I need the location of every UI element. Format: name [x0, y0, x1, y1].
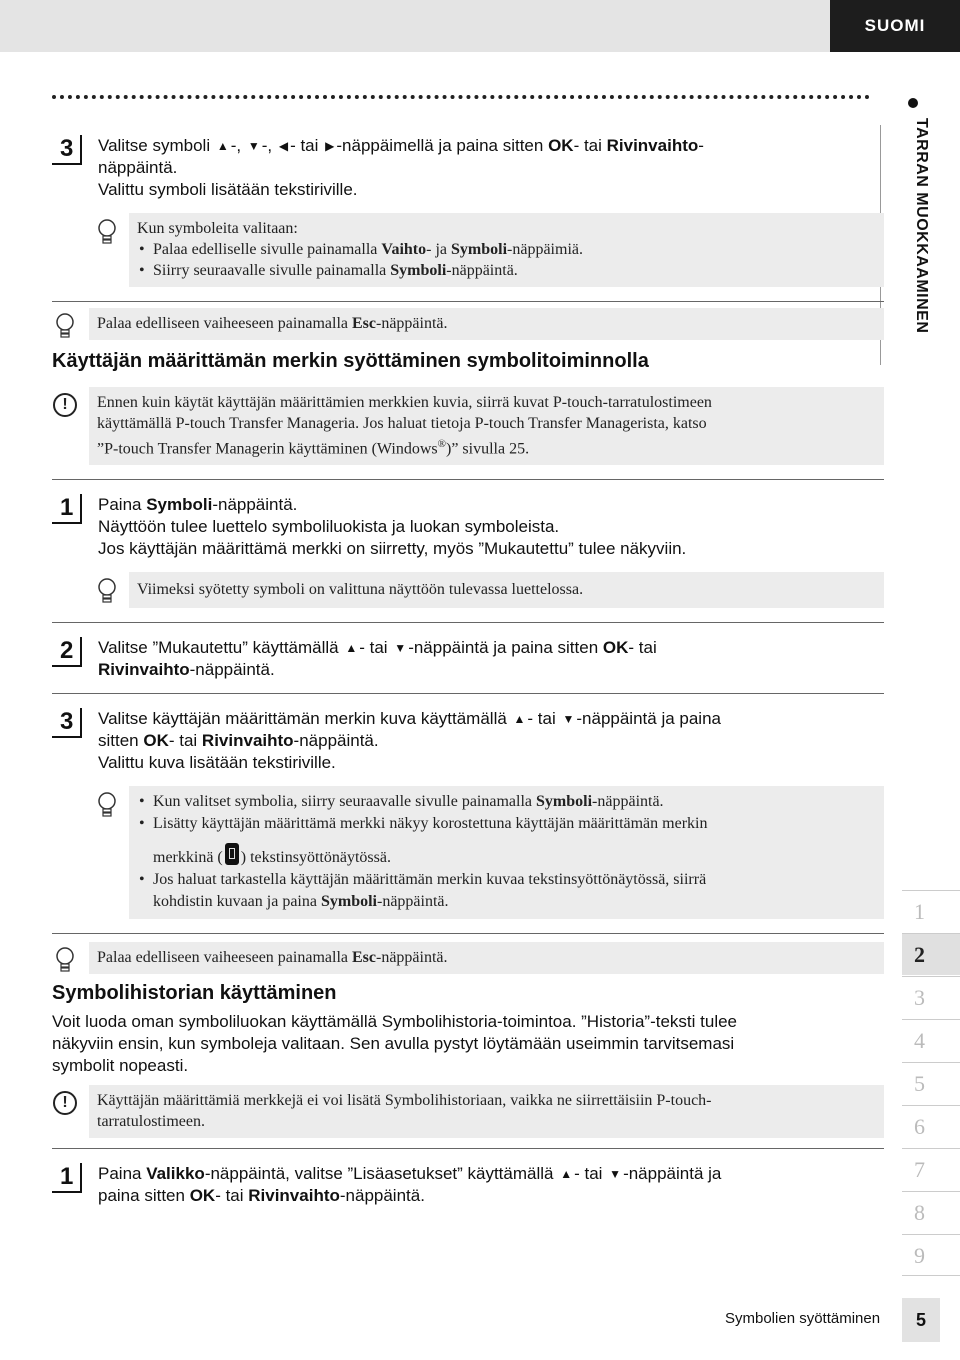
up-arrow-icon: ▲: [513, 712, 526, 727]
step-3-select-symbol: [52, 135, 884, 201]
step-line: Valitse ”Mukautettu” käyttämällä ▲ - tai ▼ -näppäintä ja paina sitten OK- tai: [98, 638, 657, 658]
text: -,: [261, 136, 277, 155]
up-arrow-icon: ▲: [345, 641, 358, 656]
divider: [52, 479, 884, 480]
step-number: 3: [52, 135, 82, 165]
chapter-5-link[interactable]: 5: [902, 1062, 960, 1104]
warning-line: käyttämällä P-touch Transfer Manageria. Jos haluat tietoja P-touch Transfer Managerista, katso: [97, 415, 707, 432]
step-line: Valitse käyttäjän määrittämän merkin kuva käyttämällä ▲ - tai ▼ -näppäintä ja paina: [98, 709, 721, 729]
note-bullet: • Jos haluat tarkastella käyttäjän määrittämän merkin kuvaa tekstinsyöttönäytössä, siirrä kohdistin kuvaan ja paina Symboli-näppäintä.: [137, 869, 876, 913]
step-line: sitten OK- tai Rivinvaihto-näppäintä.: [98, 731, 379, 751]
step-1-press-menu: [52, 1163, 884, 1207]
step-2-select-custom: [52, 637, 884, 681]
up-arrow-icon: ▲: [560, 1167, 573, 1182]
hint-note-custom-image: [129, 786, 884, 919]
down-arrow-icon: ▼: [562, 712, 575, 727]
warning-line: ”P-touch Transfer Managerin käyttäminen (Windows®)” sivulla 25.: [97, 438, 530, 458]
language-tab: SUOMI: [830, 0, 960, 52]
chapter-8-link[interactable]: 8: [902, 1191, 960, 1233]
right-arrow-icon: ▶: [325, 139, 335, 153]
note-bullet: • Palaa edelliselle sivulle painamalla Vaihto- ja Symboli-näppäimiä.: [137, 239, 876, 260]
main-content: [52, 135, 884, 1219]
page-number: 5: [902, 1298, 940, 1342]
step-3-select-image: [52, 708, 884, 774]
text: - tai: [573, 136, 607, 155]
text: -: [698, 136, 704, 155]
chapter-7-link[interactable]: 7: [902, 1148, 960, 1190]
step-line: näppäintä.: [98, 158, 178, 177]
up-arrow-icon: ▲: [216, 139, 229, 153]
hint-note-esc: Palaa edelliseen vaiheeseen painamalla Esc-näppäintä.: [89, 308, 884, 340]
text: Valitse symboli: [98, 136, 215, 155]
warning-note-history: [62, 1085, 884, 1138]
warning-icon: !: [53, 393, 77, 417]
divider: [52, 933, 884, 934]
chapter-title: TARRAN MUOKKAAMINEN: [913, 118, 930, 334]
footer-section-title: Symbolien syöttäminen: [725, 1310, 881, 1327]
hint-note-esc-2: Palaa edelliseen vaiheeseen painamalla Esc-näppäintä.: [89, 942, 884, 974]
step-number: 3: [52, 708, 82, 738]
step-line: Valittu symboli lisätään tekstiriville.: [98, 180, 358, 199]
warning-line: Käyttäjän määrittämiä merkkejä ei voi lisätä Symbolihistoriaan, vaikka ne siirrettäisiin P-touch-: [97, 1092, 712, 1110]
divider: [52, 693, 884, 694]
step-number: 2: [52, 637, 82, 667]
section-title-symbol-history: Symbolihistorian käyttäminen: [52, 982, 337, 1005]
chapter-3-link[interactable]: 3: [902, 976, 960, 1018]
step-line: Näyttöön tulee luettelo symboliluokista ja luokan symboleista.: [98, 517, 560, 537]
text: - tai: [290, 136, 324, 155]
warning-note-transfer: [62, 387, 884, 465]
note-bullet: • Lisätty käyttäjän määrittämä merkki näkyy korostettuna käyttäjän määrittämän merkin merkkinä ( ) tekstinsyöttönäytössä.: [137, 813, 876, 869]
chapter-2-link[interactable]: 2: [902, 933, 960, 975]
text: -,: [230, 136, 246, 155]
chapter-4-link[interactable]: 4: [902, 1019, 960, 1061]
step-line: Valittu kuva lisätään tekstiriville.: [98, 753, 336, 773]
note-bullet: • Kun valitset symbolia, siirry seuraavalle sivulle painamalla Symboli-näppäintä.: [137, 791, 876, 813]
step-number: 1: [52, 1163, 82, 1193]
dotted-divider: [52, 95, 870, 99]
key-enter: Rivinvaihto: [606, 136, 699, 155]
section-intro: Voit luoda oman symboliluokan käyttämällä Symbolihistoria-toimintoa. ”Historia”-teksti tulee näkyviin ensin, kun symboleja valitaan. Sen avulla pystyt löytämään useimmin tarvitsemasi symbolit nopeasti.: [52, 1012, 738, 1076]
text: -näppäimellä ja paina sitten: [336, 136, 549, 155]
chapter-1-link[interactable]: 1: [902, 890, 960, 932]
step-line: Rivinvaihto-näppäintä.: [98, 660, 275, 680]
step-line: Paina Symboli-näppäintä.: [98, 495, 298, 515]
warning-line: tarratulostimeen.: [97, 1113, 205, 1131]
header-bar: [0, 0, 960, 52]
step-line: paina sitten OK- tai Rivinvaihto-näppäintä.: [98, 1186, 425, 1206]
lightbulb-icon: [97, 791, 117, 821]
custom-character-icon: [225, 843, 239, 865]
down-arrow-icon: ▼: [394, 641, 407, 656]
warning-icon: !: [53, 1091, 77, 1115]
divider: [52, 301, 884, 302]
section-title-custom-characters: Käyttäjän määrittämän merkin syöttäminen symbolitoiminnolla: [52, 350, 649, 372]
divider: [52, 622, 884, 623]
left-arrow-icon: ◀: [278, 139, 289, 153]
lightbulb-icon: [97, 577, 117, 607]
divider: [52, 1148, 884, 1149]
hint-note-page-navigation: [129, 213, 884, 287]
step-line: Paina Valikko-näppäintä, valitse ”Lisäasetukset” käyttämällä ▲ - tai ▼ -näppäintä ja: [98, 1164, 722, 1184]
key-ok: OK: [548, 136, 574, 155]
step-1-press-symbol: [52, 494, 884, 560]
warning-line: Ennen kuin käytät käyttäjän määrittämien merkkien kuvia, siirrä kuvat P-touch-tarratulostimeen: [97, 394, 712, 411]
chapter-6-link[interactable]: 6: [902, 1105, 960, 1147]
hint-note-last-symbol: Viimeksi syötetty symboli on valittuna näyttöön tulevassa luettelossa.: [129, 572, 884, 608]
note-intro: Kun symboleita valitaan:: [137, 220, 298, 237]
chapter-bullet: [908, 98, 918, 108]
lightbulb-icon: [97, 218, 117, 248]
step-line: Jos käyttäjän määrittämä merkki on siirretty, myös ”Mukautettu” tulee näkyviin.: [98, 539, 687, 559]
chapter-9-link[interactable]: 9: [902, 1234, 960, 1276]
lightbulb-icon: [55, 946, 75, 976]
down-arrow-icon: ▼: [609, 1167, 622, 1182]
step-line: [98, 135, 884, 157]
down-arrow-icon: ▼: [247, 139, 260, 153]
note-bullet: • Siirry seuraavalle sivulle painamalla Symboli-näppäintä.: [137, 260, 876, 281]
lightbulb-icon: [55, 312, 75, 342]
step-number: 1: [52, 494, 82, 524]
